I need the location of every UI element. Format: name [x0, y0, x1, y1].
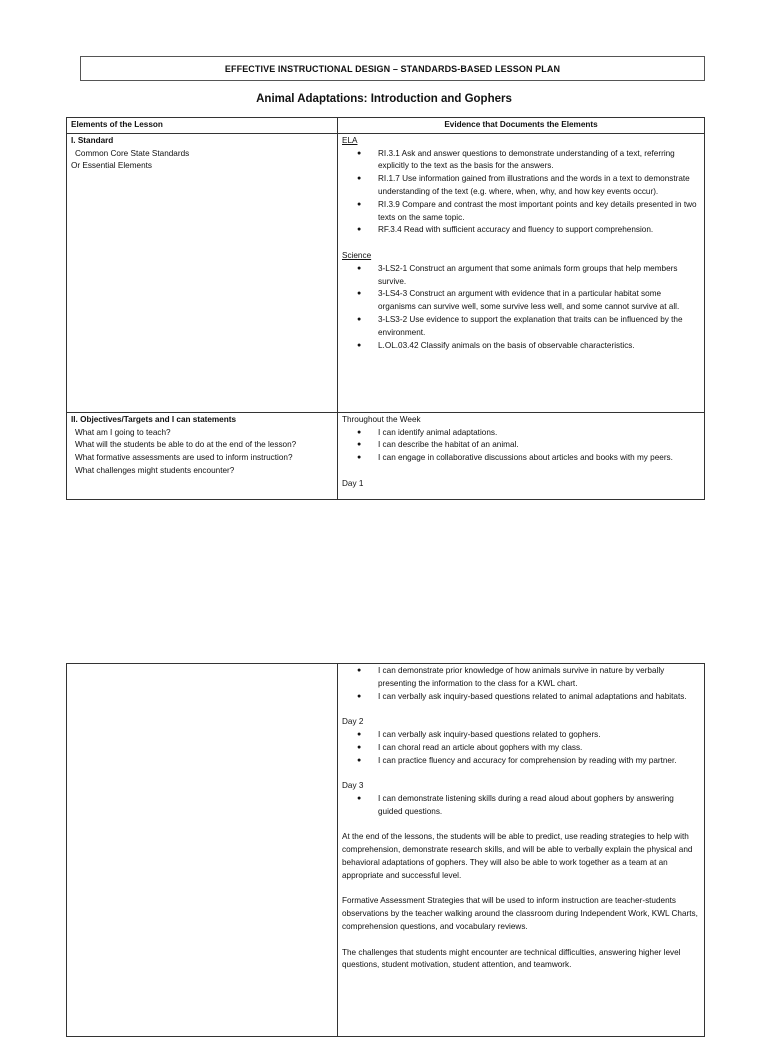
ela-list — [342, 148, 700, 238]
day3-label: Day 3 — [342, 781, 364, 791]
list-item: ● I can engage in collaborative discussions about articles and books with my peers. — [342, 452, 700, 465]
objectives-question-4: What challenges might students encounter? — [75, 465, 235, 475]
lesson-plan-table-continued — [66, 663, 705, 1037]
list-item: ● 3-LS2-1 Construct an argument that some animals form groups that help members survive. — [342, 263, 700, 289]
day1-list — [342, 665, 700, 703]
document-banner: EFFECTIVE INSTRUCTIONAL DESIGN – STANDARDS-BASED LESSON PLAN — [80, 56, 705, 81]
objectives-question-3: What formative assessments are used to inform instruction? — [75, 453, 293, 463]
ela-label: ELA — [342, 135, 358, 145]
list-item: ● RF.3.4 Read with sufficient accuracy and fluency to support comprehension. — [342, 224, 700, 237]
science-list — [342, 263, 700, 353]
list-item: ● I can verbally ask inquiry-based questions related to gophers. — [342, 729, 700, 742]
list-item: ● I can practice fluency and accuracy for comprehension by reading with my partner. — [342, 755, 700, 768]
list-item: ● I can choral read an article about gophers with my class. — [342, 742, 700, 755]
list-item: ● L.OL.03.42 Classify animals on the basis of observable characteristics. — [342, 340, 700, 353]
header-evidence: Evidence that Documents the Elements — [338, 118, 705, 134]
list-item: ● RI.3.9 Compare and contrast the most important points and key details presented in two texts on the same topic. — [342, 199, 700, 225]
day2-label: Day 2 — [342, 717, 364, 727]
day1-label: Day 1 — [342, 478, 364, 488]
table-header-row — [67, 118, 705, 134]
standard-sub1: Common Core State Standards — [75, 148, 190, 158]
table-row-standard — [67, 133, 705, 412]
day3-list — [342, 793, 700, 819]
list-item: ● I can describe the habitat of an animal. — [342, 439, 700, 452]
assessment-paragraph: Formative Assessment Strategies that will be used to inform instruction are teacher-students observations by the teacher walking around the classroom during Independent Work, KWL Charts, comprehension questions, and vocabulary reviews. — [342, 896, 698, 931]
list-item: ● RI.3.1 Ask and answer questions to demonstrate understanding of a text, referring explicitly to the text as the basis for the answers. — [342, 148, 700, 174]
list-item: ● I can demonstrate listening skills during a read aloud about gophers by answering guided questions. — [342, 793, 700, 819]
list-item: ● RI.1.7 Use information gained from illustrations and the words in a text to demonstrate understanding of the text (e.g. where, when, why, and how key events occur). — [342, 173, 700, 199]
objectives-heading: II. Objectives/Targets and I can statements — [71, 414, 237, 424]
list-item: ● 3-LS3-2 Use evidence to support the explanation that traits can be influenced by the environment. — [342, 314, 700, 340]
science-label: Science — [342, 250, 372, 260]
outcomes-paragraph: At the end of the lessons, the students will be able to predict, use reading strategies to help with comprehension, demonstrate research skills, and will be able to verbally explain the physical and behavioral adaptations of gophers. They will also be able to work together as a team at an appropriate and successful level. — [342, 832, 693, 880]
day2-list — [342, 729, 700, 767]
week-list — [342, 427, 700, 465]
standard-sub2: Or Essential Elements — [71, 161, 152, 171]
header-elements: Elements of the Lesson — [67, 118, 338, 134]
objectives-question-2: What will the students be able to do at the end of the lesson? — [75, 440, 297, 450]
objectives-question-1: What am I going to teach? — [75, 427, 171, 437]
list-item: ● I can verbally ask inquiry-based questions related to animal adaptations and habitats. — [342, 691, 700, 704]
lesson-plan-table — [66, 117, 705, 500]
lesson-title: Animal Adaptations: Introduction and Gophers — [256, 93, 512, 105]
table-row-objectives-continued — [67, 664, 705, 1037]
list-item: ● I can identify animal adaptations. — [342, 427, 700, 440]
week-label: Throughout the Week — [342, 414, 421, 424]
standard-heading: I. Standard — [71, 135, 114, 145]
table-row-objectives — [67, 412, 705, 499]
challenges-paragraph: The challenges that students might encounter are technical difficulties, answering higher level questions, student motivation, student attention, and teamwork. — [342, 947, 681, 970]
list-item: ● 3-LS4-3 Construct an argument with evidence that in a particular habitat some organisms can survive well, some survive less well, and some cannot survive at all. — [342, 288, 700, 314]
list-item: ● I can demonstrate prior knowledge of how animals survive in nature by verbally presenting the information to the class for a KWL chart. — [342, 665, 700, 691]
